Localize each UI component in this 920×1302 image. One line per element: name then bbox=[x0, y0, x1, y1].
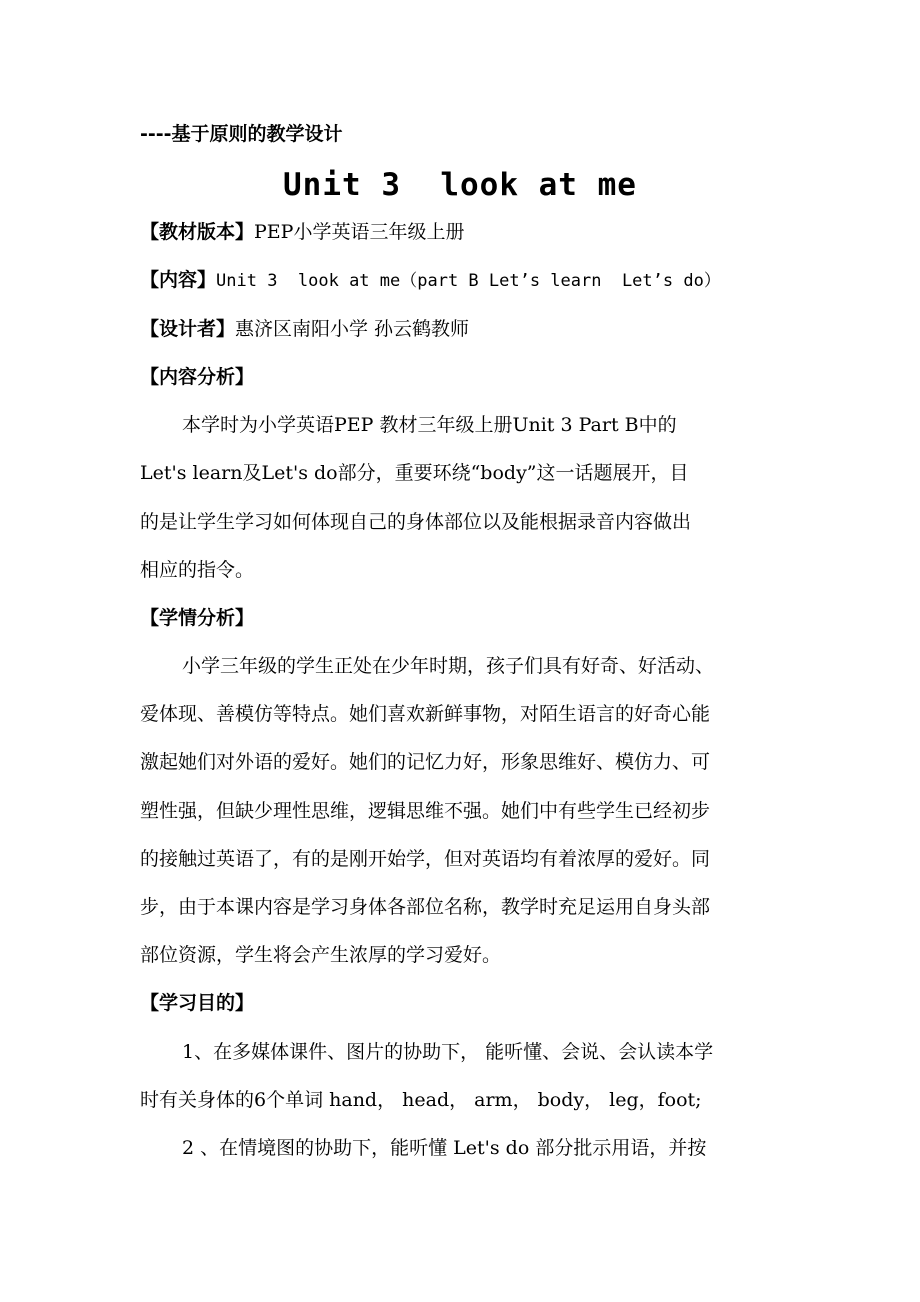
paragraph-line: 时有关身体的6个单词 hand， head， arm， body， leg，foot; bbox=[140, 1089, 702, 1111]
meta-designer bbox=[140, 316, 800, 342]
meta-edition bbox=[140, 219, 800, 245]
paragraph-line: 激起她们对外语的爱好。她们的记忆力好，形象思维好、模仿力、可 bbox=[140, 751, 711, 773]
meta-content-value: Unit 3 look at me（part B Let’s learn Let’s do） bbox=[216, 271, 721, 291]
meta-edition-value: PEP小学英语三年级上册 bbox=[254, 221, 465, 243]
paragraph-line: 步，由于本课内容是学习身体各部位名称，教学时充足运用自身头部 bbox=[140, 896, 711, 918]
paragraph-line: 本学时为小学英语PEP 教材三年级上册Unit 3 Part B中的 bbox=[182, 414, 677, 436]
meta-edition-label: 【教材版本】 bbox=[140, 221, 255, 243]
paragraph-line: Let's learn及Let's do部分，重要环绕“body”这一话题展开，目 bbox=[140, 462, 689, 484]
meta-content bbox=[140, 267, 800, 294]
meta-designer-value: 惠济区南阳小学 孙云鹤教师 bbox=[235, 318, 470, 340]
paragraph-line: 爱体现、善模仿等特点。她们喜欢新鲜事物，对陌生语言的好奇心能 bbox=[140, 703, 711, 725]
document-subtitle: ----基于原则的教学设计 bbox=[140, 123, 343, 145]
paragraph-line: 的是让学生学习如何体现自己的身体部位以及能根据录音内容做出 bbox=[140, 511, 692, 533]
paragraph-line: 2 、在情境图的协助下，能听懂 Let's do 部分批示用语，并按 bbox=[182, 1137, 707, 1159]
paragraph-line: 小学三年级的学生正处在少年时期，孩子们具有好奇、好活动、 bbox=[182, 655, 715, 677]
document-title: Unit 3 look at me bbox=[283, 167, 637, 203]
section-heading-content-analysis: 【内容分析】 bbox=[140, 366, 255, 388]
paragraph-line: 1、在多媒体课件、图片的协助下， 能听懂、会说、会认读本学 bbox=[182, 1041, 714, 1063]
paragraph-line: 塑性强，但缺少理性思维，逻辑思维不强。她们中有些学生已经初步 bbox=[140, 800, 711, 822]
section-heading-objectives: 【学习目的】 bbox=[140, 992, 255, 1014]
meta-content-label: 【内容】 bbox=[140, 269, 217, 291]
meta-designer-label: 【设计者】 bbox=[140, 318, 236, 340]
paragraph-line: 的接触过英语了，有的是刚开始学，但对英语均有着浓厚的爱好。同 bbox=[140, 848, 711, 870]
paragraph-line: 相应的指令。 bbox=[140, 559, 255, 581]
paragraph-line: 部位资源，学生将会产生浓厚的学习爱好。 bbox=[140, 944, 502, 966]
section-heading-student-analysis: 【学情分析】 bbox=[140, 607, 255, 629]
